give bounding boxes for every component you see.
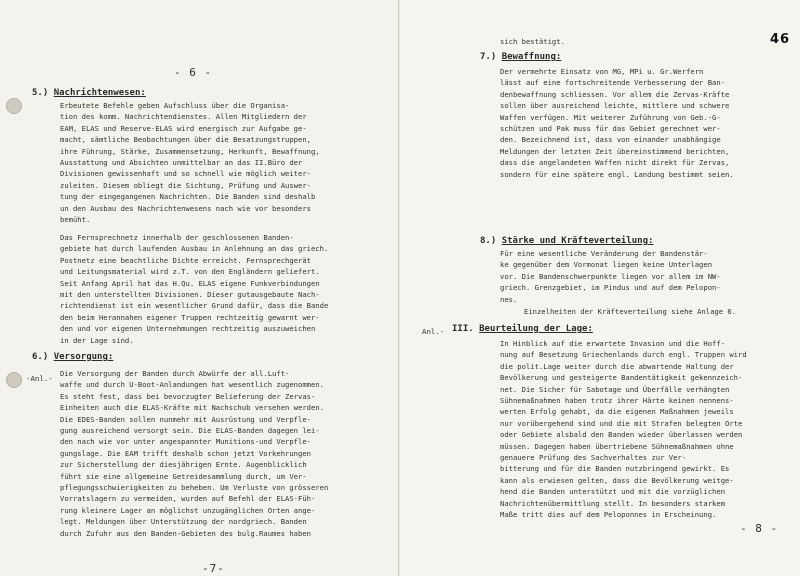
section-6-paragraph-1: Die Versorgung der Banden durch Abwürfe der all.Luft- waffe und durch U-Boot-Anlandungen hat wesentlich zugenommen. Es steht fest, dass bei bevorzugter Belieferung der Zervas- Einheiten auch die ELAS-Kräfte mit Nachschub versehen werden. Die EDES-Banden sollen nunmehr mit Ausrüstung und Verpfle- gung ausreichend versorgt sein. Die ELAS-Banden dagegen lei- den nach wie vor unter angespannter Munitions-und Verpfle- gungslage. Die EAM trifft deshalb schon jetzt Vorkehrungen zur Sicherstellung der diesjährigen Ernte. Augenblicklich führt sie eine allgemeine Getreidesammlung durch, um Ver- pflegungsschwierigkeiten zu beheben. Um Verluste von grösseren Vorratslagern zu vermeiden, wurden auf Befehl der ELAS-Füh- rung kleinere Lager an möglichst unzugänglichen Orten ange- legt. Meldungen über Unterstützung der nordgriech. Banden durch Zufuhr aus den Banden-Gebieten des bulg.Raumes haben [60, 369, 329, 538]
section-III-heading [452, 324, 593, 334]
footer-page-number: -7- [202, 562, 225, 575]
section-title: Bewaffnung: [501, 52, 562, 62]
page-number: - 6 - [174, 66, 213, 79]
section-III-paragraph-1: In Hinblick auf die erwartete Invasion und die Hoff- nung auf Besetzung Griechenlands durch engl. Truppen wird die polit.Lage weiter durch die abwartende Haltung der Bevölkerung und gesteigerte Bandentätigkeit gekennzeich- net. Die Sicher für Sabotage und Überfälle verhängten Sühnemaßnahmen haben trotz ihrer Härte keinen nennens- werten Erfolg gehabt, da die eigenen Maßnahmen jeweils nur vorübergehend sind und die mit Strafen belegten Orte oder Gebiete alsbald den Banden wieder überlassen werden müssen. Dagegen haben übertriebene Sühnemaßnahmen ohne genauere Prüfung des Sachverhaltes zur Ver- bitterung und für die Banden nutzbringend gewirkt. Es kann als erwiesen gelten, dass die Bevölkerung weitge- hend die Banden unterstützt und mit die vorzüglichen Nachrichtenübermittlung stellt. In besonders starkem Maße tritt dies auf dem Peloponnes in Erscheinung. [500, 339, 747, 520]
section-8-paragraph-1: Für eine wesentliche Veränderung der Bandenstär- ke gegenüber dem Vormonat liegen keine Unterlagen vor. Die Bandenschwerpunkte liegen vor allem im NW- griech. Grenzgebiet, im Pindus und auf dem Pelopon- nes. [500, 249, 721, 304]
section-7-paragraph-1: Der vermehrte Einsatz von MG, MPi u. Gr.Werfern lässt auf eine fortschreitende Verbesserung der Ban- denbewaffnung schliessen. Vor allem die Zervas-Kräfte sollen über ausreichend leichte, mittlere und schwere Waffen verfügen. Mit weiterer Zuführung von Geb.-G- schützen und Pak muss für das Gebiet gerechnet wer- den. Bezeichnend ist, dass von einander unabhängige Meldungen der letzten Zeit übereinstimmend berichten, dass die angelandeten Waffen nicht direkt für Zervas, sondern für eine spätere engl. Landung bestimmt seien. [500, 67, 734, 179]
section-5-paragraph-2: Das Fernsprechnetz innerhalb der geschlossenen Banden- gebiete hat durch laufenden Ausbau in Anlehnung an das griech. Postnetz eine beachtliche Dichte erreicht. Fernsprechgerät und Leitungsmaterial wird z.T. von den Engländern geliefert. Seit Anfang April hat das H.Qu. ELAS eigene Funkverbindungen mit den unterstellten Divisionen. Dieser gutausgebaute Nach- richtendienst ist ein wesentlicher Grund dafür, dass die Bande den beim Herannahen eigener Truppen rechtzeitig gewarnt wer- den und vor eigenen Unternehmungen rechtzeitig auszuweichen in der Lage sind. [60, 233, 329, 345]
section-title: Nachrichtenwesen: [53, 88, 146, 98]
section-5-paragraph-1: Erbeutete Befehle geben Aufschluss über die Organisa- tion des komm. Nachrichtendienstes. Allen Mitgliedern der EAM, ELAS und Reserve-ELAS wird energisch zur Aufgabe ge- macht, sämtliche Beobachtungen über die Besatzungstruppen, ihre Führung, Stärke, Zusammensetzung, Herkunft, Bewaffnung, Ausstattung und Absichten unmittelbar an das II.Büro der Divisionen gewissenhaft und so schnell wie möglich weiter- zuleiten. Diesem obliegt die Sichtung, Prüfung und Auswer- tung der eingegangenen Nachrichten. Die Banden sind deshalb un den Ausbau des Nachrichtenwesens nach wie vor besonders bemüht. [60, 101, 320, 225]
margin-note: -Anl.- [26, 374, 53, 383]
punch-hole [6, 98, 22, 114]
punch-hole [6, 372, 22, 388]
right-page [400, 0, 800, 576]
section-number: III. [452, 324, 474, 334]
section-6-heading [32, 352, 113, 362]
section-number: 5.) [32, 88, 49, 98]
section-number: 8.) [480, 236, 497, 246]
section-8-heading [480, 236, 653, 246]
section-7-heading [480, 52, 561, 62]
section-title: Versorgung: [53, 352, 114, 362]
footer-page-number: - 8 - [740, 522, 779, 535]
section-number: 6.) [32, 352, 49, 362]
section-8-paragraph-2: Einzelheiten der Kräfteverteilung siehe Anlage 6. [524, 307, 737, 316]
section-title: Stärke und Kräfteverteilung: [501, 236, 654, 246]
margin-note: Anl.- [422, 327, 445, 336]
section-title: Beurteilung der Lage: [479, 324, 593, 334]
section-5-heading [32, 88, 146, 98]
section-number: 7.) [480, 52, 497, 62]
page-number: 46 [770, 32, 791, 47]
continuation-line: sich bestätigt. [500, 37, 565, 46]
